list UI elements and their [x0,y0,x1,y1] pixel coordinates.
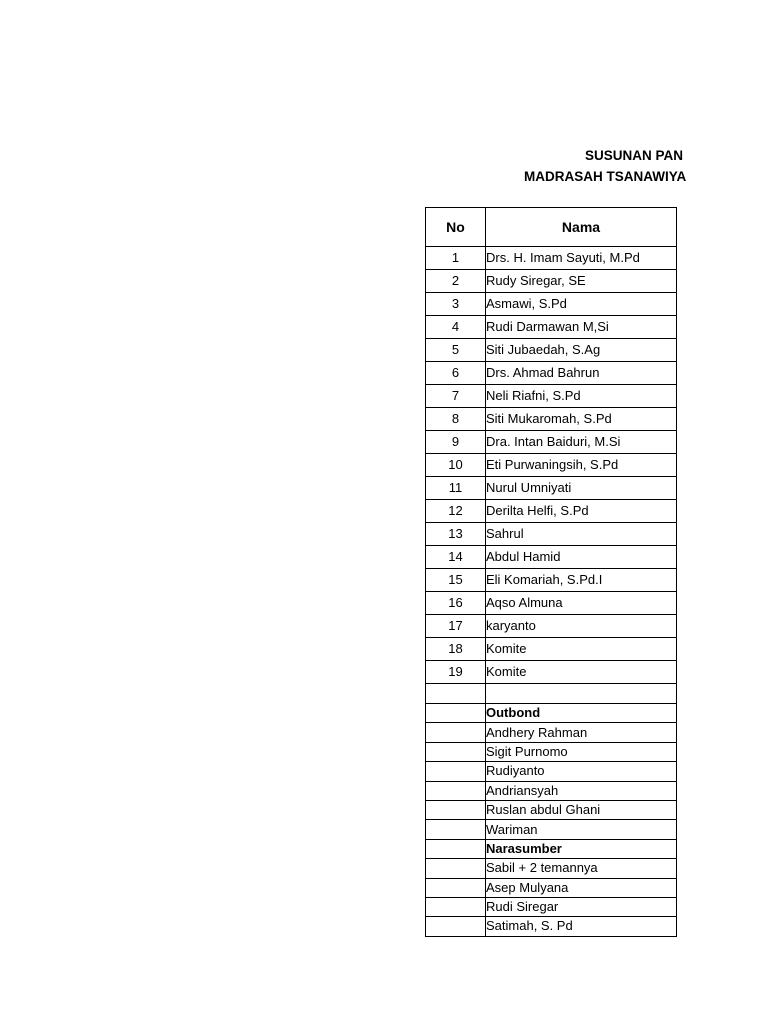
row-number: 1 [426,247,486,270]
section-header-row-narasumber [426,839,677,858]
table-row [426,523,677,546]
row-number: 10 [426,454,486,477]
row-name: Rudi Darmawan M,Si [486,316,677,339]
member-name: Wariman [486,820,677,839]
empty-cell [426,742,486,761]
section-label-outbond: Outbond [486,704,677,723]
row-name: karyanto [486,615,677,638]
document-title-line-2: MADRASAH TSANAWIYA [524,169,687,184]
empty-cell [426,878,486,897]
table-row [426,800,677,819]
empty-cell [426,859,486,878]
table-row [426,362,677,385]
row-name: Derilta Helfi, S.Pd [486,500,677,523]
row-name: Sahrul [486,523,677,546]
row-name: Rudy Siregar, SE [486,270,677,293]
row-number: 8 [426,408,486,431]
table-row [426,592,677,615]
row-name: Dra. Intan Baiduri, M.Si [486,431,677,454]
empty-cell [426,897,486,916]
table-row [426,247,677,270]
member-name: Rudiyanto [486,762,677,781]
table-row [426,431,677,454]
row-number: 14 [426,546,486,569]
row-name: Eti Purwaningsih, S.Pd [486,454,677,477]
table-row [426,859,677,878]
row-number: 18 [426,638,486,661]
row-number: 12 [426,500,486,523]
row-name: Abdul Hamid [486,546,677,569]
empty-cell [426,723,486,742]
row-number: 7 [426,385,486,408]
row-name: Drs. H. Imam Sayuti, M.Pd [486,247,677,270]
member-name: Rudi Siregar [486,897,677,916]
document-title-line-1: SUSUNAN PAN [585,148,684,163]
member-name: Satimah, S. Pd [486,917,677,936]
row-name: Drs. Ahmad Bahrun [486,362,677,385]
row-number: 5 [426,339,486,362]
empty-cell [486,684,677,704]
row-name: Nurul Umniyati [486,477,677,500]
row-name: Asmawi, S.Pd [486,293,677,316]
member-name: Sabil + 2 temannya [486,859,677,878]
row-name: Eli Komariah, S.Pd.I [486,569,677,592]
column-header-no: No [426,208,486,247]
table-row [426,454,677,477]
row-number: 6 [426,362,486,385]
member-name: Andhery Rahman [486,723,677,742]
row-number: 2 [426,270,486,293]
table-row [426,820,677,839]
member-name: Andriansyah [486,781,677,800]
row-number: 16 [426,592,486,615]
row-number: 17 [426,615,486,638]
table-row [426,385,677,408]
empty-cell [426,917,486,936]
member-name: Asep Mulyana [486,878,677,897]
table-row [426,615,677,638]
table-row [426,742,677,761]
row-name: Aqso Almuna [486,592,677,615]
table-row [426,270,677,293]
row-number: 11 [426,477,486,500]
row-number: 4 [426,316,486,339]
row-number: 19 [426,661,486,684]
column-header-nama: Nama [486,208,677,247]
table-row [426,762,677,781]
empty-cell [426,781,486,800]
table-header-row [426,208,677,247]
table-row [426,339,677,362]
table-row [426,638,677,661]
table-row [426,408,677,431]
row-name: Komite [486,638,677,661]
table-row [426,661,677,684]
blank-row [426,684,677,704]
row-name: Siti Mukaromah, S.Pd [486,408,677,431]
empty-cell [426,684,486,704]
empty-cell [426,820,486,839]
table-row [426,917,677,936]
row-number: 13 [426,523,486,546]
empty-cell [426,800,486,819]
row-name: Siti Jubaedah, S.Ag [486,339,677,362]
row-name: Neli Riafni, S.Pd [486,385,677,408]
member-name: Ruslan abdul Ghani [486,800,677,819]
section-header-row-outbond [426,704,677,723]
table-row [426,781,677,800]
table-row [426,723,677,742]
empty-cell [426,704,486,723]
committee-table [425,207,677,937]
table-row [426,878,677,897]
row-number: 3 [426,293,486,316]
empty-cell [426,839,486,858]
table-row [426,293,677,316]
table-row [426,897,677,916]
section-label-narasumber: Narasumber [486,839,677,858]
empty-cell [426,762,486,781]
table-row [426,316,677,339]
table-row [426,500,677,523]
row-name: Komite [486,661,677,684]
row-number: 15 [426,569,486,592]
table-row [426,546,677,569]
row-number: 9 [426,431,486,454]
table-row [426,477,677,500]
member-name: Sigit Purnomo [486,742,677,761]
table-row [426,569,677,592]
